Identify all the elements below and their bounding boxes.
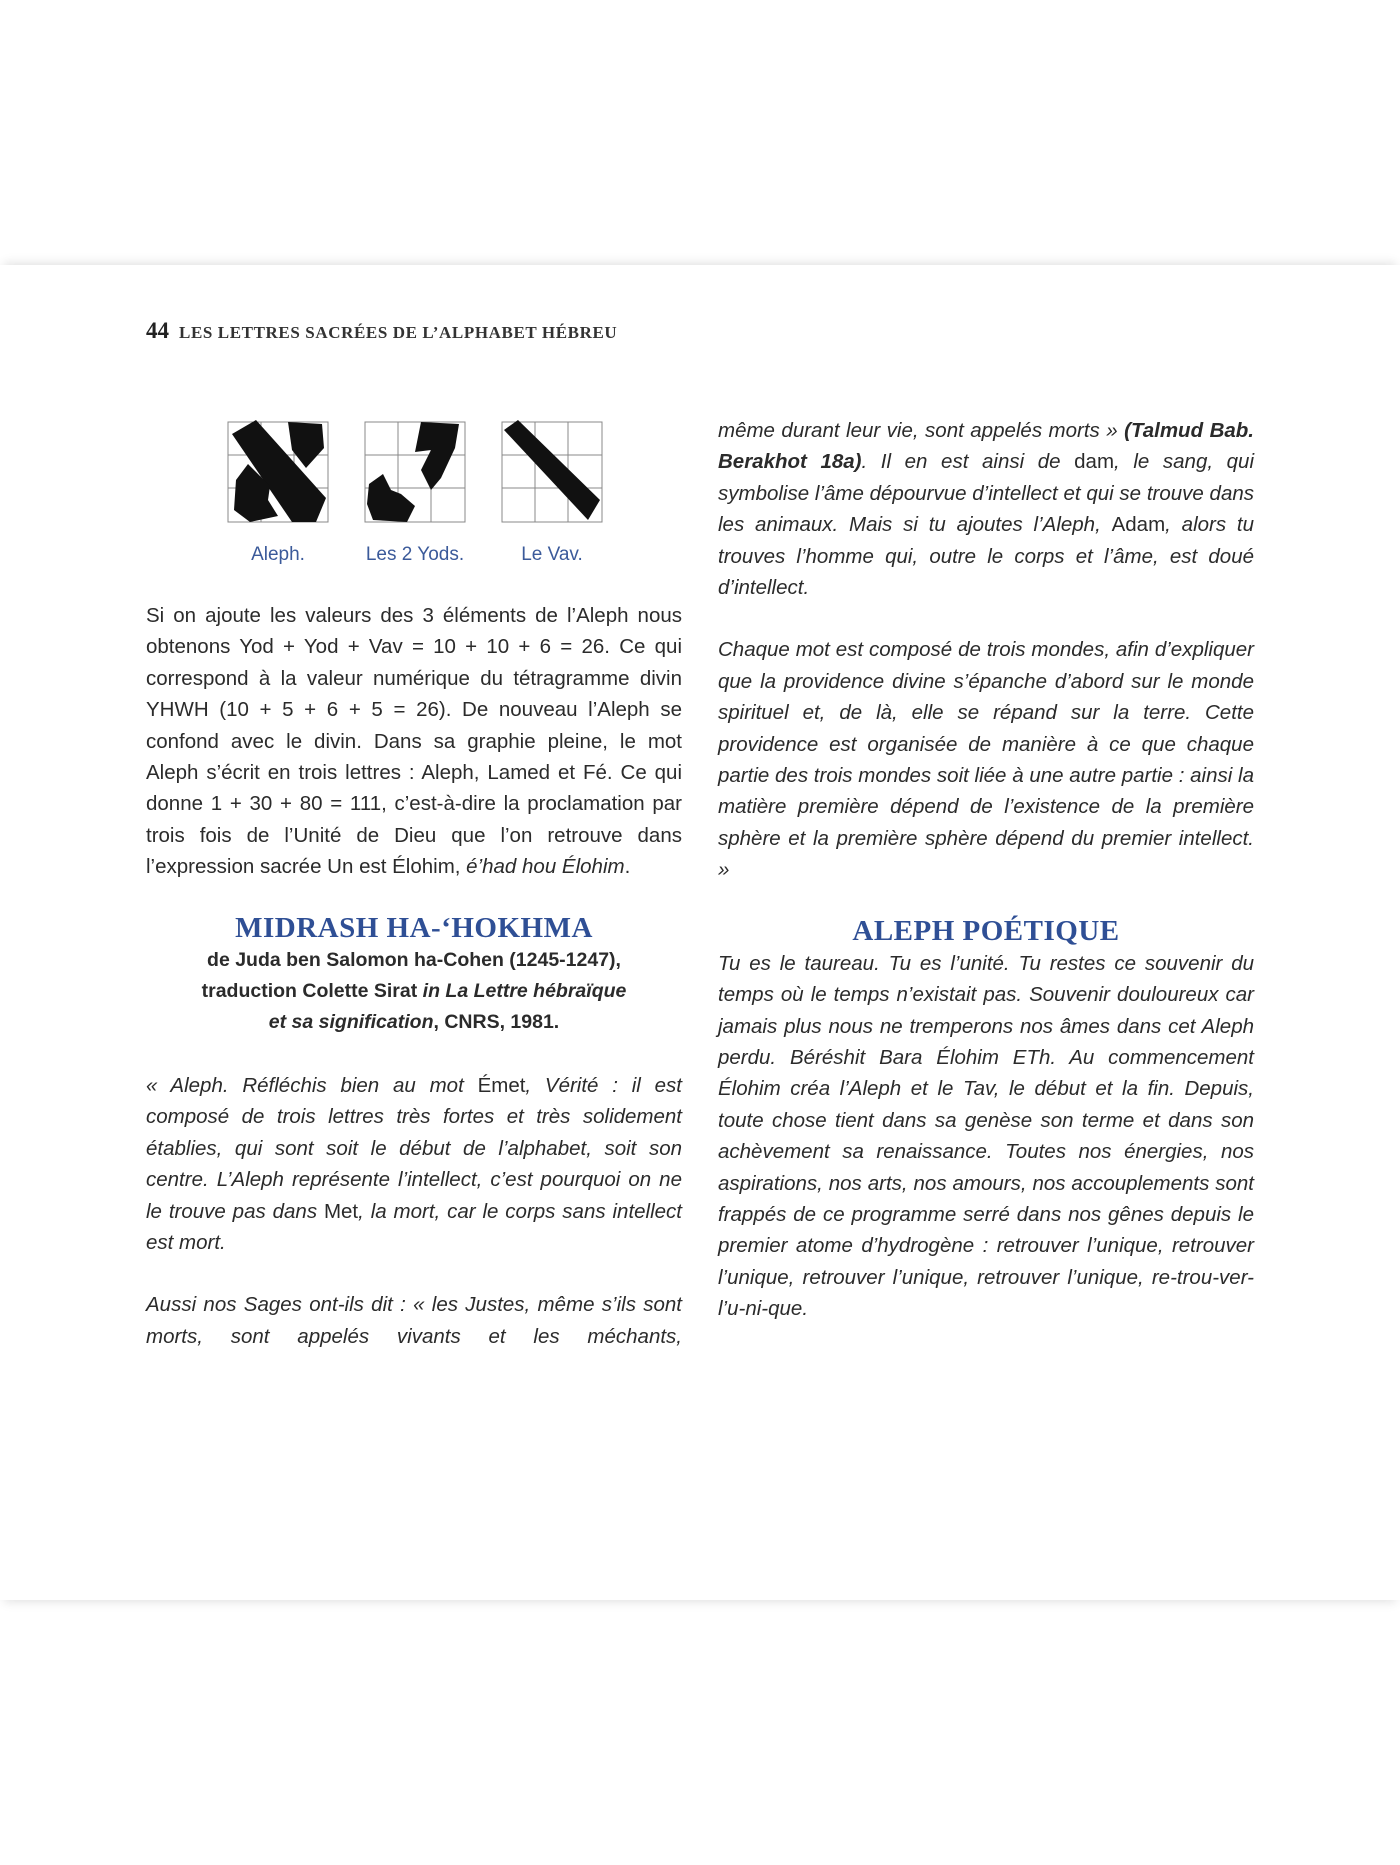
source-publisher: , CNRS, 1981. [433, 1011, 560, 1034]
caption-aleph: Aleph. [251, 544, 305, 565]
caption-vav: Le Vav. [521, 544, 583, 565]
midrash-quote [146, 1070, 682, 1258]
page-number: 44 [146, 318, 169, 343]
cont-part: . Il en est ainsi de [861, 450, 1075, 474]
source-book-title: in La Lettre hébraïque [422, 980, 627, 1003]
quote-part: « Aleph. Réfléchis bien au mot [146, 1073, 478, 1097]
source-line-1: de Juda ben Salomon ha-Cohen (1245-1247), [207, 948, 621, 971]
vav-glyph-icon [500, 420, 604, 524]
cont-part: même durant leur vie, sont appelés morts » [718, 419, 1125, 442]
quote-word-emet: Émet [477, 1073, 526, 1097]
source-line-2: traduction Colette Sirat [201, 980, 423, 1003]
aleph-glyph-icon [226, 420, 330, 524]
quote-part: , la mort, car le corps sans intellect est mort. [146, 1199, 682, 1254]
quote-word-met: Met [323, 1199, 359, 1223]
running-header [146, 318, 617, 348]
intro-paragraph [146, 600, 682, 883]
cont-part: , alors tu trouves l’homme qui, outre le corps et l’âme, est doué d’intellect. [718, 513, 1255, 600]
poem-text: Tu es le taureau. Tu es l’unité. Tu restes ce souvenir du temps où le temps n’existait pas. Souvenir douloureux car jamais plus nous ne tremperons nos âmes dans cet Aleph perdu. Béréshit Bara Élohim ETh. Au commencement Élohim créa l’Aleph et le Tav, le début et la fin. Depuis, toute chose tient dans sa genèse son terme et dans son achèvement sa renaissance. Toutes nos énergies, nos aspirations, nos arts, nos amours, nos accouplements sont frappés de ce programme serré dans nos gênes depuis le premier atome d’hydrogène : retrouver l’unique, retrouver l’unique, retrouver l’unique, retrouver l’unique, re-trou-ver-l’u-ni-que. [718, 951, 1254, 1321]
intro-end: . [624, 855, 631, 879]
word-adam: Adam [1111, 513, 1166, 537]
three-worlds-paragraph: Chaque mot est composé de trois mondes, afin d’expliquer que la providence divine s’épanche d’abord sur le monde spirituel et, de là, elle se répand sur la terre. Cette providence est organisée de manière à ce que chaque partie des trois mondes soit liée à une autre partie : ainsi la matière première dépend de l’existence de la première sphère et la première sphère dépend du premier intellect. » [718, 638, 1254, 882]
source-book-title-end: et sa signification [268, 1011, 434, 1034]
aleph-figure [226, 420, 606, 570]
poem-heading: ALEPH POÉTIQUE [852, 914, 1120, 947]
cont-part: , le sang, qui symbolise l’âme dépourvue d’intellect et qui se trouve dans les animaux. Mais si tu ajoutes l’Aleph, [718, 450, 1254, 537]
midrash-source [146, 945, 682, 1039]
word-dam: dam [1074, 450, 1115, 474]
intro-italic-phrase: é’had hou Élohim [466, 855, 625, 879]
quote-continuation [718, 415, 1254, 603]
midrash-quote-2: Aussi nos Sages ont-ils dit : « les Justes, même s’ils sont morts, sont appelés vivants et les méchants, [146, 1293, 682, 1348]
running-title: LES LETTRES SACRÉES DE L’ALPHABET HÉBREU [179, 323, 618, 342]
quote-part: , Vérité : il est composé de trois lettres très fortes et très solidement établies, qui sont soit le début de l’alphabet, soit son centre. L’Aleph représente l’intellect, c’est pourquoi on ne le trouve pas dans [146, 1073, 682, 1223]
intro-text: Si on ajoute les valeurs des 3 éléments de l’Aleph nous obtenons Yod + Yod + Vav = 10 + 10 + 6 = 26. Ce qui correspond à la valeur numérique du tétragramme divin YHWH (10 + 5 + 6 + 5 = 26). De nouveau l’Aleph se confond avec le divin. Dans sa graphie pleine, le mot Aleph s’écrit en trois lettres : Aleph, Lamed et Fé. Ce qui donne 1 + 30 + 80 = 111, c’est-à-dire la proclamation par trois fois de l’Unité de Dieu que l’on retrouve dans l’expression sacrée Un est Élohim, [146, 604, 682, 879]
midrash-heading: MIDRASH HA-‘HOKHMA [235, 911, 593, 944]
two-yods-glyph-icon [363, 420, 467, 524]
right-column [718, 415, 1254, 1325]
talmud-reference: (Talmud Bab. Berakhot 18a) [718, 419, 1254, 474]
caption-two-yods: Les 2 Yods. [365, 544, 465, 565]
left-column [146, 600, 682, 1352]
